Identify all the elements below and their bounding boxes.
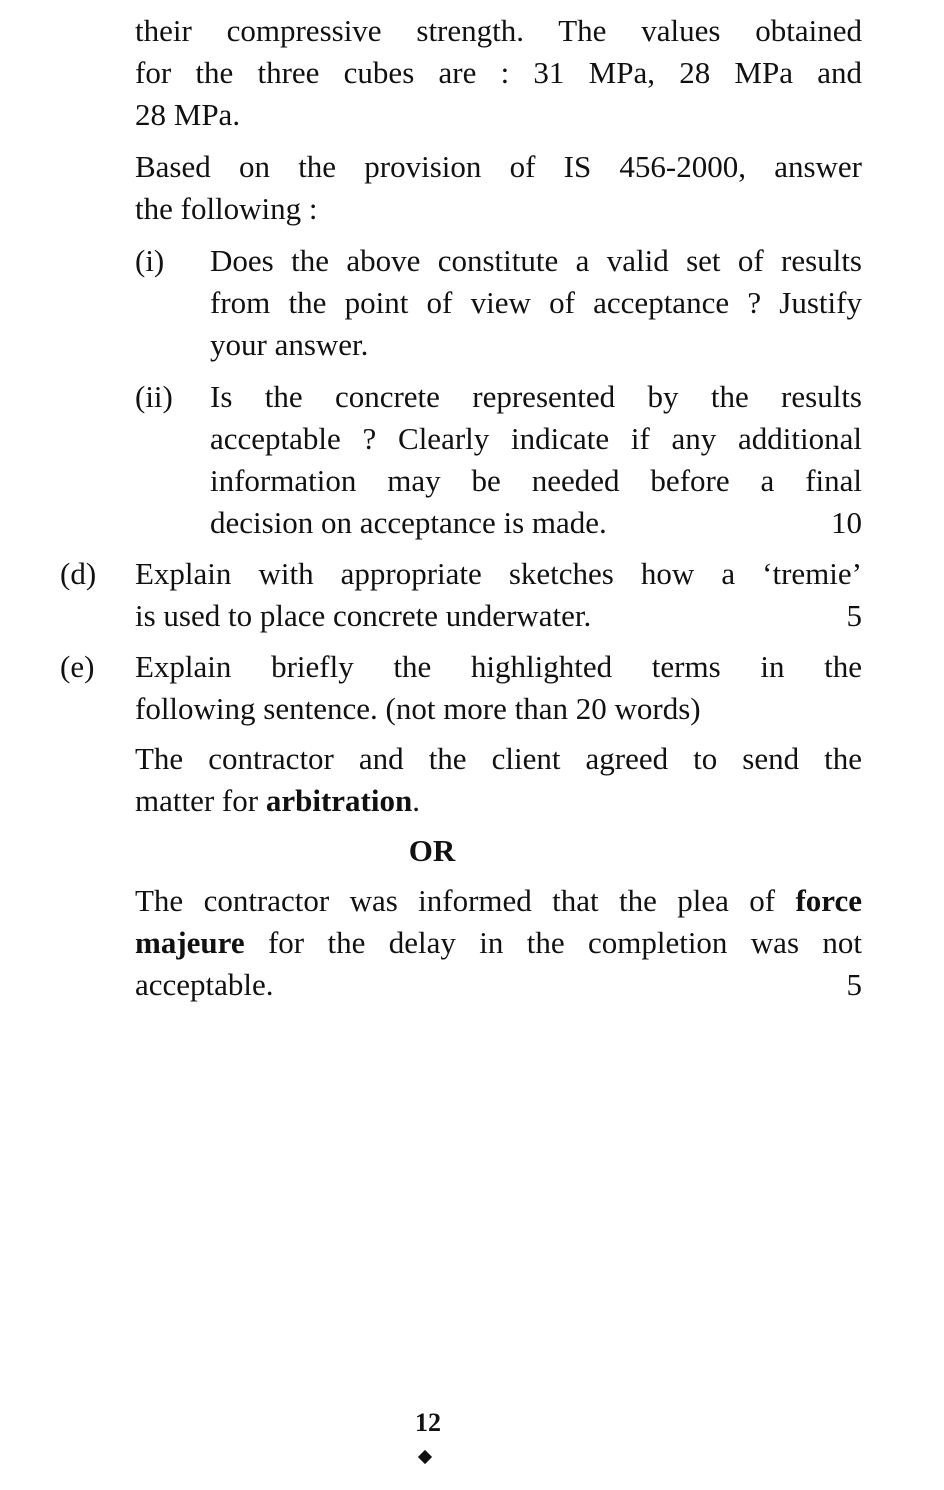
text-segment: The contractor and the client agreed to send the xyxy=(135,741,862,776)
text-segment: your answer. xyxy=(210,327,369,362)
text-line xyxy=(135,646,862,688)
question-label: (e) xyxy=(60,649,95,684)
text-segment: acceptable ? Clearly indicate if any additional xyxy=(210,421,862,456)
text-line xyxy=(135,10,862,52)
text-line xyxy=(135,738,862,780)
text-segment: . xyxy=(412,783,420,818)
marks-value: 5 xyxy=(846,967,862,1002)
page-number: 12 xyxy=(415,1408,441,1437)
text-segment: Explain briefly the highlighted terms in the xyxy=(135,649,862,684)
text-segment: decision on acceptance is made. xyxy=(210,505,607,540)
text-segment: for the delay in the completion was not xyxy=(244,925,862,960)
text-segment: the following : xyxy=(135,191,318,226)
text-line xyxy=(135,688,701,730)
text-segment: following sentence. (not more than 20 words) xyxy=(135,691,701,726)
text-line xyxy=(210,460,862,502)
text-segment: information may be needed before a final xyxy=(210,463,862,498)
text-line xyxy=(210,418,862,460)
text-line xyxy=(210,240,862,282)
highlighted-term: force xyxy=(795,883,862,918)
diamond-ornament-icon xyxy=(418,1450,432,1464)
marks-value: 5 xyxy=(846,598,862,633)
text-segment: 28 MPa. xyxy=(135,97,241,132)
question-label: (ii) xyxy=(135,379,173,414)
text-segment: Does the above constitute a valid set of results xyxy=(210,243,862,278)
text-segment: Is the concrete represented by the results xyxy=(210,379,862,414)
text-line xyxy=(210,502,607,544)
text-segment: matter for xyxy=(135,783,266,818)
highlighted-term: arbitration xyxy=(265,783,413,818)
text-line xyxy=(210,324,368,366)
text-line xyxy=(135,146,862,188)
text-line xyxy=(135,964,274,1006)
text-line xyxy=(135,94,240,136)
text-segment: acceptable. xyxy=(135,967,274,1002)
text-segment: Explain with appropriate sketches how a ‘tremie’ xyxy=(135,556,862,591)
text-line xyxy=(135,595,591,637)
text-line xyxy=(135,188,318,230)
text-line xyxy=(135,553,862,595)
text-line xyxy=(135,52,862,94)
text-segment: Based on the provision of IS 456-2000, answer xyxy=(135,149,862,184)
question-label: (d) xyxy=(60,556,97,591)
marks-value: 10 xyxy=(831,505,862,540)
text-line xyxy=(135,922,862,964)
text-segment: for the three cubes are : 31 MPa, 28 MPa and xyxy=(135,55,862,90)
text-segment: is used to place concrete underwater. xyxy=(135,598,592,633)
text-segment: The contractor was informed that the plea of xyxy=(135,883,796,918)
text-line xyxy=(135,880,862,922)
text-line xyxy=(135,780,420,822)
question-label: (i) xyxy=(135,243,165,278)
or-separator: OR xyxy=(408,833,456,868)
text-segment: their compressive strength. The values obtained xyxy=(135,13,862,48)
text-line xyxy=(210,376,862,418)
text-segment: from the point of view of acceptance ? Justify xyxy=(210,285,862,320)
highlighted-term: majeure xyxy=(135,925,245,960)
text-line xyxy=(210,282,862,324)
